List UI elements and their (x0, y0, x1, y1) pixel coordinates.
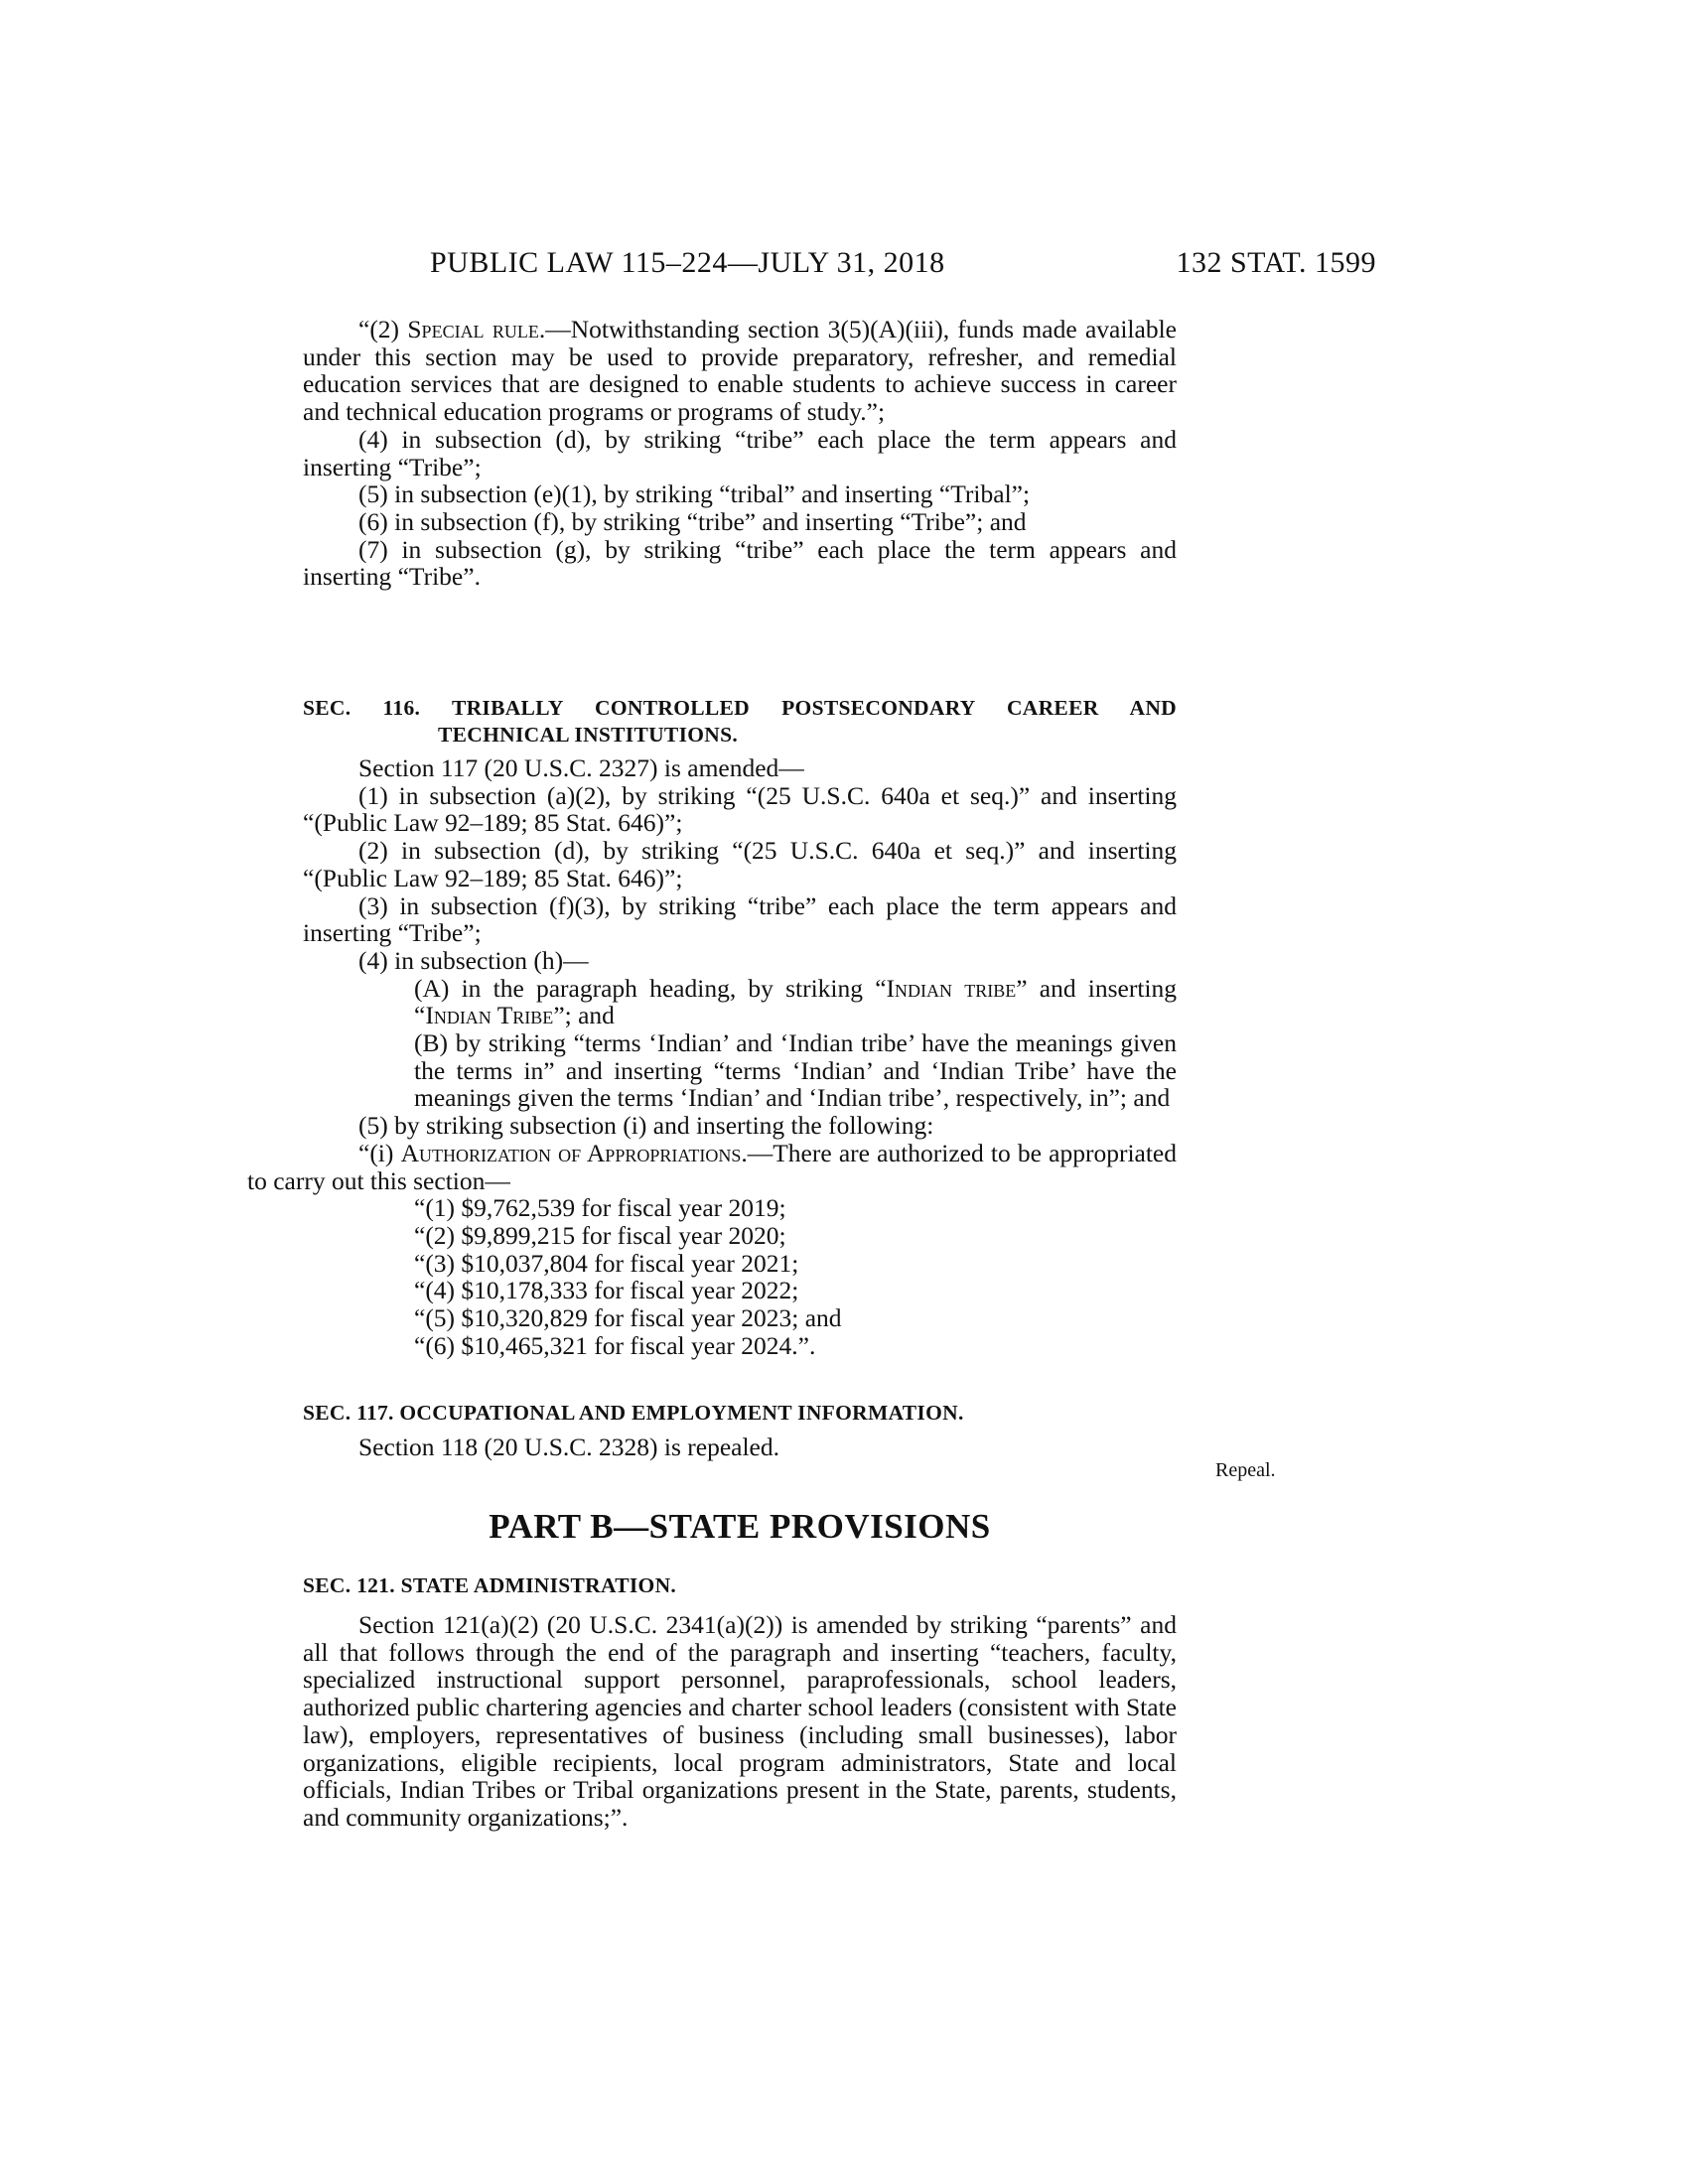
amendment-item-4: (4) in subsection (d), by striking “tribe” each place the term appears and inserting “Tribe”; (303, 424, 1177, 481)
statute-page-number: 132 STAT. 1599 (1176, 246, 1376, 279)
authorization-paragraph: “(i) Authorization of Appropriations.—There are authorized to be appropriated to carry out this section— (247, 1138, 1177, 1195)
part-b-heading: PART B—STATE PROVISIONS (489, 1507, 991, 1546)
sec-117-text: Section 118 (20 U.S.C. 2328) is repealed. (358, 1433, 779, 1461)
sec-121-text: Section 121(a)(2) (20 U.S.C. 2341(a)(2)) is amended by striking “parents” and all that follows through the end of the paragraph and inserting “teachers, faculty, specialized instructional support personnel, paraprofessionals, school leaders, authorized public chartering agencies and charter school leaders (consistent with State law), employers, representatives of business (including small businesses), labor organizations, eligible recipients, local program administrators, State and local officials, Indian Tribes or Tribal organizations present in the State, parents, students, and community organizations;”. (303, 1610, 1177, 1832)
running-header (430, 246, 1376, 290)
sec-116-item-2: (2) in subsection (d), by striking “(25 U.S.C. 640a et seq.)” and inserting “(Public Law 92–189; 85 Stat. 646)”; (303, 836, 1177, 892)
authorization-heading: Authorization of Appropriations (400, 1138, 742, 1167)
sec-116-item-5: (5) by striking subsection (i) and inserting the following: (358, 1111, 934, 1141)
sec-117-body (303, 1433, 1177, 1461)
public-law-citation: PUBLIC LAW 115–224—JULY 31, 2018 (430, 246, 945, 279)
appropriation-item: “(3) $10,037,804 for fiscal year 2021; (414, 1248, 799, 1278)
amendment-item-7: (7) in subsection (g), by striking “tribe” each place the term appears and inserting “Tribe”. (303, 534, 1177, 592)
sec-116-item-a: (A) in the paragraph heading, by striking “Indian tribe” and inserting “Indian Tribe”; and (414, 973, 1178, 1030)
amendment-item-5: (5) in subsection (e)(1), by striking “tribal” and inserting “Tribal”; (358, 479, 1031, 509)
appropriation-item: “(6) $10,465,321 for fiscal year 2024.”. (414, 1330, 816, 1360)
sec-116-heading: SEC. 116. TRIBALLY CONTROLLED POSTSECONDARY CAREER AND TECHNICAL INSTITUTIONS. (303, 696, 1177, 747)
sec-116-item-4: (4) in subsection (h)— (358, 945, 589, 975)
appropriation-item: “(5) $10,320,829 for fiscal year 2023; and (414, 1303, 842, 1333)
sec-116-item-1: (1) in subsection (a)(2), by striking “(25 U.S.C. 640a et seq.)” and inserting “(Public Law 92–189; 85 Stat. 646)”; (303, 780, 1177, 838)
sec-117-heading: SEC. 117. OCCUPATIONAL AND EMPLOYMENT INFORMATION. (303, 1401, 964, 1425)
special-rule-heading: Special rule (407, 315, 539, 343)
margin-note-repeal: Repeal. (1215, 1459, 1276, 1481)
sec-116-intro: Section 117 (20 U.S.C. 2327) is amended— (358, 753, 804, 782)
continued-amendments (303, 316, 1177, 591)
special-rule-paragraph: “(2) Special rule.—Notwithstanding section 3(5)(A)(iii), funds made available under this section may be used to provide preparatory, refresher, and remedial education services that are designed to enable students to achieve success in career and technical education programs or programs of study.”; (303, 315, 1177, 427)
sec-116-body (247, 753, 1178, 1360)
appropriation-item: “(1) $9,762,539 for fiscal year 2019; (414, 1193, 786, 1223)
sec-121-heading: SEC. 121. STATE ADMINISTRATION. (303, 1573, 677, 1597)
appropriation-item: “(2) $9,899,215 for fiscal year 2020; (414, 1220, 786, 1250)
sec-116-item-3: (3) in subsection (f)(3), by striking “tribe” each place the term appears and inserting “Tribe”; (303, 890, 1177, 948)
appropriation-item: “(4) $10,178,333 for fiscal year 2022; (414, 1276, 799, 1305)
sec-121-body (303, 1611, 1177, 1832)
sec-116-item-b: (B) by striking “terms ‘Indian’ and ‘Indian tribe’ have the meanings given the terms in” and inserting “terms ‘Indian’ and ‘Indian Tribe’ have the meanings given the terms ‘Indian’ and ‘Indian tribe’, respectively, in”; and (414, 1028, 1177, 1113)
amendment-item-6: (6) in subsection (f), by striking “tribe” and inserting “Tribe”; and (358, 506, 1027, 536)
